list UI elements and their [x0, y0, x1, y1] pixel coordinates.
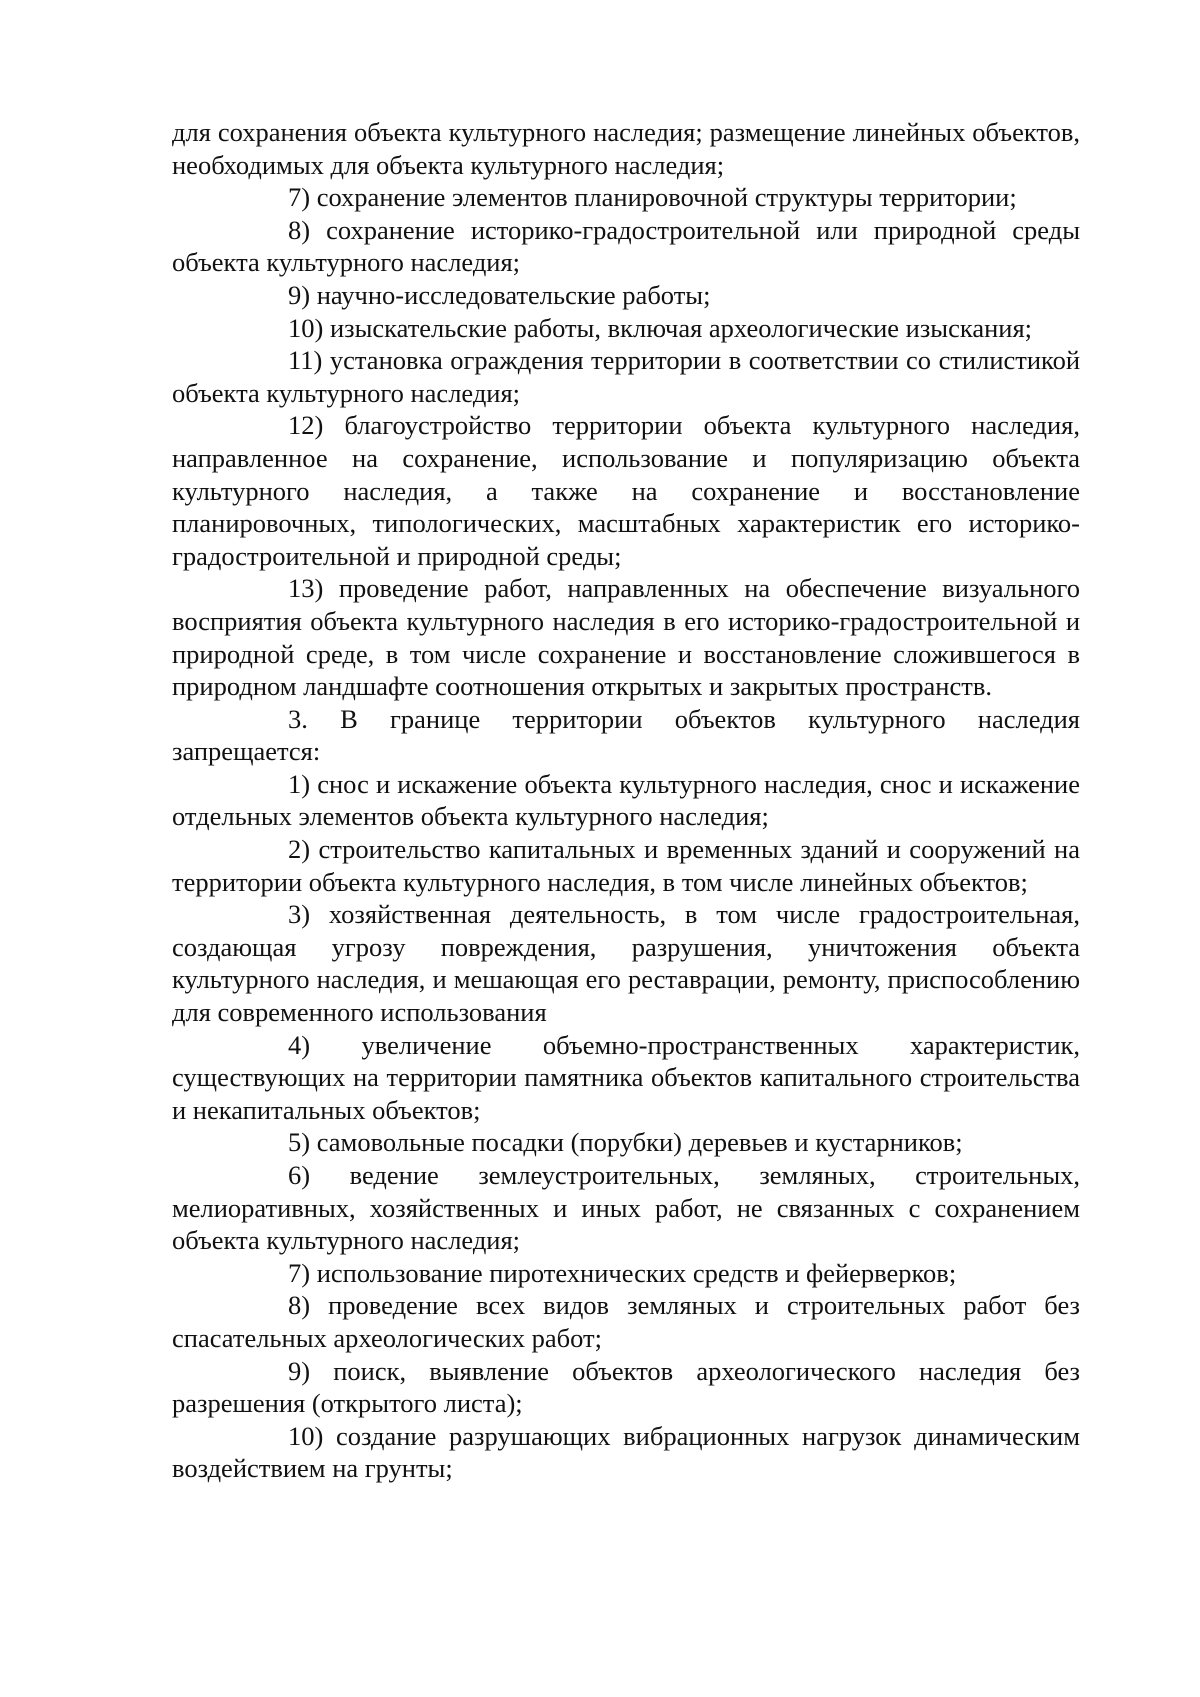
list-item-text: научно-исследовательские работы; — [316, 279, 711, 310]
list-item — [172, 1159, 1080, 1257]
list-item-text: самовольные посадки (порубки) деревьев и кустарников; — [316, 1127, 963, 1158]
list-item — [172, 1289, 1080, 1354]
list-item-text: сохранение элементов планировочной структуры территории; — [316, 182, 1017, 213]
list-item-text: сохранение историко-градостроительной или природной среды объекта культурного наследия; — [172, 214, 1080, 278]
list-item — [172, 1126, 1080, 1159]
list-item-number: 7) — [288, 182, 311, 213]
list-item — [172, 1029, 1080, 1127]
list-item-text: хозяйственная деятельность, в том числе градостроительная, создающая угрозу повреждения, разрушения, уничтожения объекта культурного наследия, и мешающая его реставрации, ремонту, приспособлению для современного использования — [172, 899, 1080, 1028]
list-item-number: 12) — [288, 410, 324, 441]
list-item-text: благоустройство территории объекта культурного наследия, направленное на сохранение, использование и популяризацию объекта культурного наследия, а также на сохранение и восстановление планировочных, типологических, масштабных характеристик его историко-градостроительной и природной среды; — [172, 410, 1080, 571]
list-item-text: снос и искажение объекта культурного наследия, снос и искажение отдельных элементов объекта культурного наследия; — [172, 768, 1080, 832]
list-item-text: изыскательские работы, включая археологические изыскания; — [329, 312, 1033, 343]
list-item-number: 11) — [288, 345, 323, 376]
list-item-text: проведение работ, направленных на обеспечение визуального восприятия объекта культурного наследия в его историко-градостроительной и природной среде, в том числе сохранение и восстановление сложившегося в природном ландшафте соотношения открытых и закрытых пространств. — [172, 573, 1080, 702]
list-item-number: 9) — [288, 279, 311, 310]
list-item-text: проведение всех видов земляных и строительных работ без спасательных археологических работ; — [172, 1290, 1080, 1353]
list-item — [172, 312, 1080, 345]
list-item-number: 6) — [288, 1160, 311, 1190]
list-item-text: ведение землеустроительных, земляных, строительных, мелиоративных, хозяйственных и иных работ, не связанных с сохранением объекта культурного наследия; — [172, 1160, 1081, 1256]
list-item-number: 5) — [288, 1127, 311, 1158]
list-item-text: поиск, выявление объектов археологического наследия без разрешения (открытого листа); — [172, 1355, 1081, 1419]
list-item — [172, 1420, 1080, 1485]
list-item-number: 3) — [288, 899, 311, 930]
list-item-number: 8) — [288, 214, 311, 245]
section-number: 3. — [288, 703, 308, 734]
section-item — [172, 703, 1080, 768]
list-item-number: 10) — [288, 1420, 324, 1451]
list-item-number: 1) — [288, 768, 311, 799]
list-item — [172, 1355, 1080, 1420]
list-item-text: создание разрушающих вибрационных нагрузок динамическим воздействием на грунты; — [172, 1420, 1080, 1484]
list-item — [172, 181, 1080, 214]
paragraph-text: для сохранения объекта культурного наследия; размещение линейных объектов, необходимых для объекта культурного наследия; — [172, 117, 1080, 180]
list-item — [172, 1257, 1080, 1290]
paragraph-continuation — [172, 116, 1080, 181]
list-item-number: 10) — [288, 312, 324, 343]
list-item-number: 9) — [288, 1355, 311, 1386]
list-item — [172, 833, 1080, 898]
list-item — [172, 409, 1080, 572]
list-item — [172, 572, 1080, 702]
list-item-text: увеличение объемно-пространственных характеристик, существующих на территории памятника объектов капитального строительства и некапитальных объектов; — [172, 1029, 1081, 1125]
list-item-number: 8) — [288, 1290, 311, 1321]
list-item — [172, 214, 1080, 279]
list-item — [172, 344, 1080, 409]
list-item — [172, 898, 1080, 1028]
list-item-number: 13) — [288, 573, 324, 604]
list-item-number: 4) — [288, 1029, 311, 1060]
list-item — [172, 768, 1080, 833]
list-item-number: 2) — [288, 834, 311, 865]
list-item — [172, 279, 1080, 312]
document-body — [172, 116, 1080, 1485]
list-item-text: использование пиротехнических средств и фейерверков; — [316, 1257, 957, 1288]
list-item-text: строительство капитальных и временных зданий и сооружений на территории объекта культурного наследия, в том числе линейных объектов; — [172, 834, 1081, 897]
list-item-text: установка ограждения территории в соответствии со стилистикой объекта культурного наследия; — [172, 345, 1081, 408]
section-text: В границе территории объектов культурного наследия запрещается: — [172, 703, 1080, 767]
list-item-number: 7) — [288, 1257, 311, 1288]
